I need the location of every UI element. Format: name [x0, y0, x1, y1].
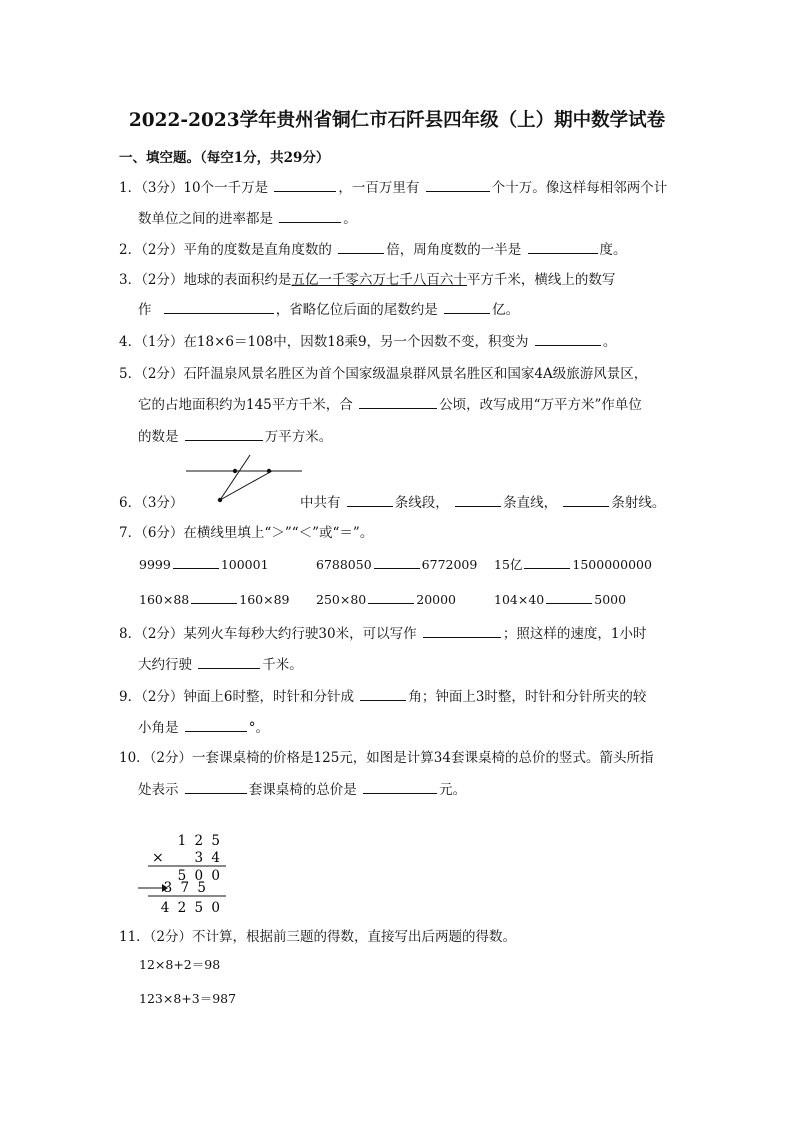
- q1-text-e: 。: [343, 211, 357, 227]
- question-9-line-2: [138, 716, 269, 736]
- answer-blank[interactable]: [185, 717, 247, 732]
- q2-text-a: 2．（2分）平角的度数是直角度数的: [119, 242, 332, 258]
- q2-text-c: 度。: [599, 242, 627, 258]
- answer-blank[interactable]: [535, 331, 601, 346]
- q8-text-c: 大约行驶: [138, 657, 192, 673]
- comparison-item: [494, 589, 626, 607]
- q9-text-a: 9．（2分）钟面上6时整，时针和分针成: [119, 689, 355, 705]
- answer-blank[interactable]: [368, 589, 414, 604]
- q10-text-a: 10．（2分）一套课桌椅的价格是125元，如图是计算34套课桌椅的总价的竖式。箭头所指: [119, 750, 654, 766]
- compare-right: 1500000000: [572, 557, 652, 572]
- question-1-line-1: [119, 176, 667, 196]
- answer-blank[interactable]: [338, 239, 384, 254]
- q10-text-c: 套课桌椅的总价是: [248, 782, 357, 798]
- q3-text-e: 亿。: [492, 302, 520, 318]
- q5-text-a: 5．（2分）石阡温泉风景名胜区为首个国家级温泉群风景名胜区和国家4A级旅游风景区，: [119, 366, 648, 382]
- answer-blank[interactable]: [426, 177, 490, 192]
- q3-text-a: 3．（2分）地球的表面积约是: [119, 272, 292, 288]
- q8-text-a: 8．（2分）某列火车每秒大约行驶30米，可以写作: [119, 626, 417, 642]
- answer-blank[interactable]: [444, 299, 490, 314]
- q6-text-c: 条线段，: [394, 495, 449, 511]
- answer-blank[interactable]: [455, 492, 501, 507]
- answer-blank[interactable]: [185, 426, 263, 441]
- point-dot: [233, 469, 237, 473]
- question-7: [119, 521, 373, 541]
- q1-text-c: 个十万。像这样每相邻两个计: [491, 180, 668, 196]
- q6-text-b: 中共有: [300, 495, 341, 511]
- q4-text-a: 4．（1分）在18×6＝108中，因数18乘9，另一个因数不变，积变为: [119, 334, 529, 350]
- q5-text-c: 公顷，改写成用“万平方米”作单位: [439, 397, 642, 413]
- compare-left: 6788050: [316, 557, 372, 572]
- q1-text-a: 1．（3分）10个一千万是: [119, 180, 269, 196]
- answer-blank[interactable]: [524, 554, 570, 569]
- q6-text-e: 条射线。: [611, 495, 666, 511]
- q5-text-b: 它的占地面积约为145平方千米，合: [138, 397, 353, 413]
- answer-blank[interactable]: [563, 492, 609, 507]
- q3-text-c: 作: [138, 302, 152, 318]
- q11-equation-2: 123×8+3＝987: [139, 991, 237, 1006]
- compare-right: 5000: [594, 592, 627, 607]
- answer-blank[interactable]: [185, 779, 247, 794]
- compare-left: 104×40: [494, 592, 545, 607]
- comparison-item: [139, 554, 269, 572]
- slanted-line: [220, 455, 250, 500]
- q10-text-d: 元。: [439, 782, 467, 798]
- answer-blank[interactable]: [274, 177, 336, 192]
- q8-text-b: ；照这样的速度，1小时: [502, 626, 647, 642]
- comparison-item: [494, 554, 652, 573]
- question-10-line-1: [119, 746, 653, 766]
- q4-text-b: 。: [602, 334, 617, 350]
- q9-text-b: 角；钟面上3时整，时针和分针所夹的较: [408, 689, 647, 705]
- compare-right: 160×89: [239, 592, 290, 607]
- question-5-line-3: [138, 425, 332, 445]
- q9-text-c: 小角是: [138, 720, 179, 736]
- answer-blank[interactable]: [359, 394, 437, 409]
- q11-text-a: 11．（2分）不计算，根据前三题的得数，直接写出后两题的得数。: [119, 929, 517, 945]
- comparison-item: [316, 589, 456, 607]
- compare-left: 9999: [139, 557, 171, 572]
- answer-blank[interactable]: [360, 686, 406, 701]
- question-8-line-1: [119, 622, 647, 642]
- q7-text-a: 7．（6分）在横线里填上“＞”“＜”或“＝”。: [119, 525, 374, 541]
- compare-right: 20000: [416, 592, 457, 607]
- question-3-line-1: [119, 268, 615, 288]
- answer-blank[interactable]: [423, 623, 501, 638]
- product: 4 2 5 0: [160, 900, 222, 916]
- q2-text-b: 倍，周角度数的一半是: [386, 242, 522, 258]
- section-heading: 一、填空题。（每空1分，共29分）: [119, 150, 330, 166]
- q9-text-d: °。: [248, 720, 270, 736]
- multiplicand: 1 2 5: [177, 833, 222, 849]
- question-5-line-1: [119, 362, 647, 382]
- question-6-tail: [300, 491, 665, 511]
- times-sign: ×: [152, 850, 164, 866]
- multiplier: 3 4: [194, 850, 222, 866]
- q11-equation-1: 12×8+2＝98: [139, 957, 221, 972]
- q5-text-d: 的数是: [138, 429, 179, 445]
- question-10-line-2: [138, 778, 466, 798]
- compare-left: 15亿: [494, 557, 523, 572]
- answer-blank[interactable]: [279, 208, 341, 223]
- question-6: [119, 491, 183, 511]
- q8-text-d: 千米。: [262, 657, 303, 673]
- q6-text-d: 条直线，: [503, 495, 558, 511]
- question-4: [119, 330, 616, 350]
- answer-blank[interactable]: [363, 779, 437, 794]
- partial-product-1: 5 0 0: [177, 868, 222, 884]
- compare-right: 6772009: [421, 557, 478, 572]
- answer-blank[interactable]: [173, 554, 219, 569]
- answer-blank[interactable]: [347, 492, 393, 507]
- compare-right: 100001: [220, 557, 269, 572]
- q10-text-b: 处表示: [138, 782, 179, 798]
- q6-line-figure: [180, 452, 310, 508]
- q1-text-d: 数单位之间的进率都是: [138, 211, 273, 227]
- question-2: [119, 238, 627, 258]
- question-11: [119, 925, 516, 945]
- q6-text-a: 6．（3分）: [119, 495, 184, 511]
- answer-blank[interactable]: [374, 554, 420, 569]
- question-5-line-2: [138, 393, 642, 413]
- q3-text-b: 平方千米，横线上的数写: [466, 272, 616, 288]
- q1-text-b: ，一百万里有: [338, 180, 420, 196]
- comparison-item: [139, 589, 290, 607]
- compare-left: 160×88: [139, 592, 190, 607]
- segment-line: [220, 471, 272, 500]
- answer-blank[interactable]: [198, 654, 260, 669]
- question-1-line-2: [138, 207, 357, 227]
- answer-blank[interactable]: [164, 299, 274, 314]
- partial-product-2: 3 7 5: [163, 880, 208, 896]
- answer-blank[interactable]: [528, 239, 598, 254]
- q5-text-e: 万平方米。: [264, 429, 333, 445]
- point-dot: [218, 498, 222, 502]
- answer-blank[interactable]: [546, 589, 592, 604]
- comparison-item: [316, 554, 477, 572]
- question-9-line-1: [119, 685, 646, 705]
- vertical-multiplication: [130, 828, 240, 918]
- q3-text-d: ，省略亿位后面的尾数约是: [275, 302, 438, 318]
- question-3-line-2: [138, 298, 519, 318]
- q3-underlined-number: 五亿一千零六万七千八百六十: [291, 272, 467, 288]
- compare-left: 250×80: [316, 592, 367, 607]
- answer-blank[interactable]: [191, 589, 237, 604]
- point-dot: [267, 469, 271, 473]
- page-title: 2022-2023学年贵州省铜仁市石阡县四年级（上）期中数学试卷: [128, 110, 666, 131]
- question-8-line-2: [138, 653, 303, 673]
